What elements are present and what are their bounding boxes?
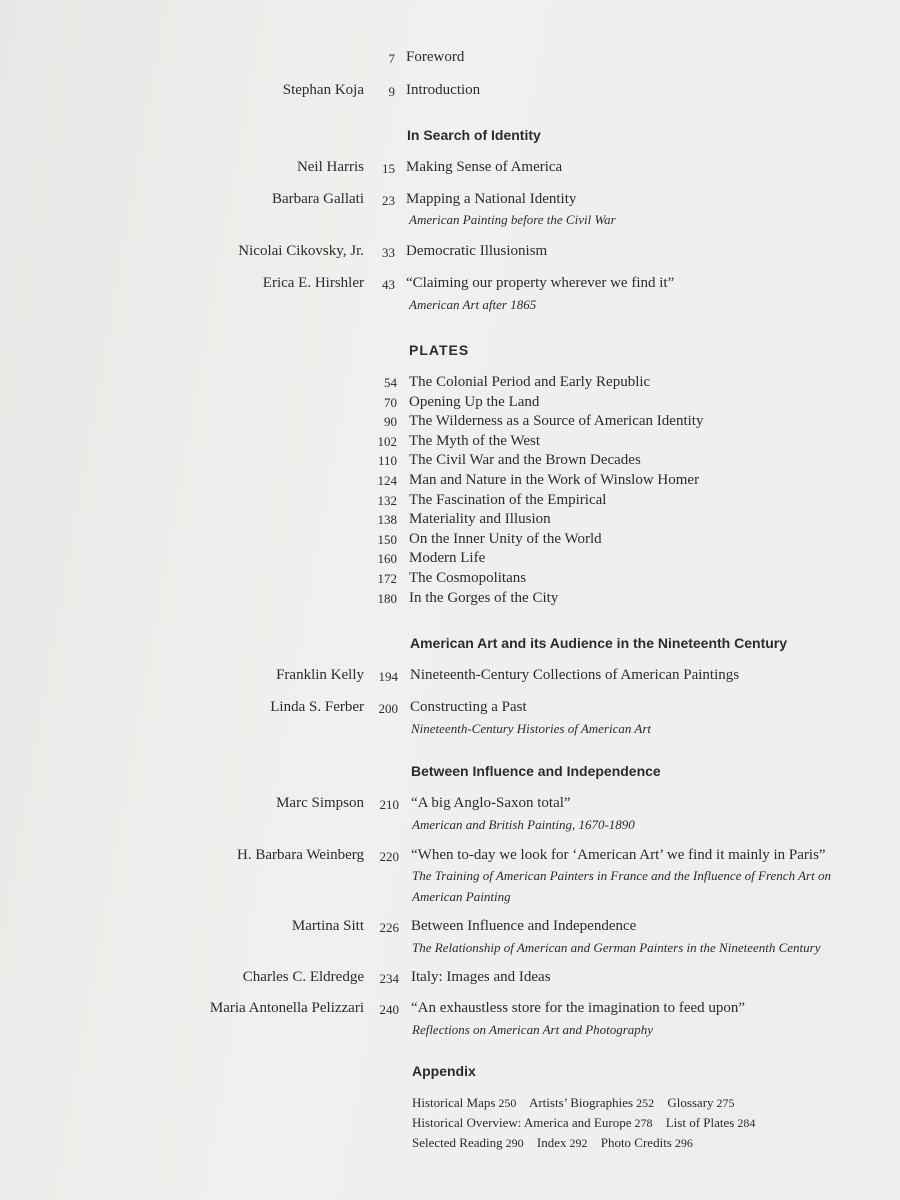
page-number: 150	[377, 531, 397, 547]
section-heading: Appendix	[412, 1063, 476, 1079]
plate-title: The Cosmopolitans	[409, 569, 527, 586]
plate-title: The Civil War and the Brown Decades	[409, 452, 641, 469]
page-number: 43	[382, 277, 395, 292]
entry-subtitle: American and British Painting, 1670-1890	[412, 817, 635, 832]
entry-author: Charles C. Eldredge	[242, 969, 364, 985]
page-number: 9	[388, 84, 395, 99]
appendix-item-label: Glossary	[667, 1095, 714, 1110]
plate-title: The Wilderness as a Source of American Identity	[409, 413, 704, 430]
entry-author: Martina Sitt	[291, 918, 364, 934]
entry-title: Democratic Illusionism	[406, 243, 548, 259]
entry-title: Between Influence and Independence	[411, 918, 637, 934]
entry-subtitle: American Art after 1865	[409, 297, 537, 312]
list-item	[0, 433, 900, 453]
plate-title: Materiality and Illusion	[409, 511, 551, 528]
list-item	[0, 550, 900, 570]
plate-title: The Fascination of the Empirical	[409, 491, 607, 508]
plate-title: The Colonial Period and Early Republic	[409, 374, 651, 390]
page-number: 54	[384, 375, 397, 390]
appendix-item-label: Artists’ Biographies	[528, 1095, 634, 1110]
page-number: 240	[379, 1002, 399, 1017]
entry-title: Italy: Images and Ideas	[411, 969, 551, 985]
page-number: 200	[378, 701, 398, 716]
entry-title: Making Sense of America	[406, 159, 563, 175]
list-item	[0, 511, 900, 531]
plate-title: Opening Up the Land	[409, 393, 540, 410]
page-number: 292	[569, 1136, 588, 1150]
section-heading: Between Influence and Independence	[411, 763, 661, 779]
plates-list	[0, 374, 900, 609]
page-number: 250	[498, 1096, 517, 1110]
list-item	[0, 394, 900, 414]
list-item	[0, 452, 900, 472]
entry-subtitle: American Painting before the Civil War	[409, 212, 616, 227]
entry-author: Stephan Koja	[282, 82, 364, 98]
entry-author: Marc Simpson	[276, 795, 364, 811]
entry-subtitle: The Relationship of American and German Painters in the Nineteenth Century	[412, 940, 821, 955]
section-heading: In Search of Identity	[407, 127, 541, 143]
entry-subtitle: Reflections on American Art and Photography	[412, 1022, 654, 1037]
plate-title: In the Gorges of the City	[409, 589, 559, 606]
appendix-item-label: Selected Reading	[412, 1135, 503, 1150]
page-number: 15	[382, 161, 395, 176]
page-number: 290	[505, 1136, 524, 1150]
appendix-item-label: Historical Maps	[412, 1095, 496, 1110]
page-number: 234	[379, 971, 399, 986]
page-number: 110	[377, 453, 397, 469]
entry-author: H. Barbara Weinberg	[237, 847, 364, 863]
entry-title: Nineteenth-Century Collections of American Paintings	[410, 667, 740, 683]
page-number: 296	[674, 1136, 693, 1150]
entry-title: “When to-day we look for ‘American Art’ we find it mainly in Paris”	[411, 847, 826, 863]
list-item	[0, 472, 900, 492]
page-number: 23	[382, 193, 395, 208]
appendix-row	[412, 1133, 765, 1153]
appendix-row	[412, 1113, 765, 1133]
page-number: 180	[377, 590, 397, 606]
list-item	[0, 531, 900, 551]
list-item	[0, 570, 900, 590]
appendix-row	[412, 1093, 765, 1113]
section-heading: PLATES	[409, 342, 470, 358]
entry-title: Constructing a Past	[410, 699, 527, 715]
plate-title: Modern Life	[409, 550, 486, 567]
appendix-item-label: Historical Overview: America and Europe	[412, 1115, 632, 1130]
page-number: 124	[377, 472, 397, 488]
page-number: 138	[377, 512, 397, 528]
entry-title: “A big Anglo-Saxon total”	[411, 795, 571, 811]
entry-author: Linda S. Ferber	[270, 699, 364, 715]
entry-author: Franklin Kelly	[276, 667, 364, 683]
entry-author: Neil Harris	[296, 159, 364, 175]
entry-subtitle: The Training of American Painters in France and the Influence of French Art on American Painting	[412, 868, 831, 904]
plate-title: The Myth of the West	[409, 432, 540, 449]
entry-author: Nicolai Cikovsky, Jr.	[238, 243, 364, 259]
entry-title: Foreword	[406, 49, 465, 65]
entry-author: Barbara Gallati	[271, 191, 364, 207]
page-number: 90	[384, 414, 397, 430]
appendix-list	[412, 1093, 765, 1153]
page-number: 278	[634, 1116, 653, 1130]
page-number: 252	[636, 1096, 655, 1110]
page-number: 102	[377, 433, 397, 449]
appendix-item-label: Photo Credits	[600, 1135, 672, 1150]
page-number: 220	[379, 849, 399, 864]
appendix-item-label: List of Plates	[665, 1115, 735, 1130]
page-number: 160	[377, 551, 397, 567]
page-number: 194	[378, 669, 398, 684]
list-item	[0, 374, 900, 394]
section-heading: American Art and its Audience in the Nineteenth Century	[410, 635, 788, 651]
page-number: 132	[377, 492, 397, 508]
page-number: 7	[388, 51, 395, 66]
list-item	[0, 492, 900, 512]
page-number: 33	[382, 245, 395, 260]
entry-author: Maria Antonella Pelizzari	[209, 1000, 364, 1016]
entry-subtitle: Nineteenth-Century Histories of American Art	[411, 721, 651, 736]
list-item	[0, 413, 900, 433]
page-number: 284	[737, 1116, 756, 1130]
appendix-item-label: Index	[536, 1135, 567, 1150]
page-number: 70	[384, 394, 397, 410]
entry-author: Erica E. Hirshler	[262, 275, 364, 291]
entry-title: Mapping a National Identity	[406, 191, 577, 207]
page-number: 275	[716, 1096, 735, 1110]
list-item	[0, 590, 900, 610]
entry-title: “An exhaustless store for the imagination to feed upon”	[411, 1000, 746, 1016]
page-number: 210	[379, 797, 399, 812]
page-number: 172	[377, 570, 397, 586]
plate-title: On the Inner Unity of the World	[409, 530, 602, 547]
page-number: 226	[379, 920, 399, 935]
plate-title: Man and Nature in the Work of Winslow Homer	[409, 471, 700, 488]
entry-title: “Claiming our property wherever we find it”	[406, 275, 675, 291]
entry-title: Introduction	[406, 82, 481, 98]
